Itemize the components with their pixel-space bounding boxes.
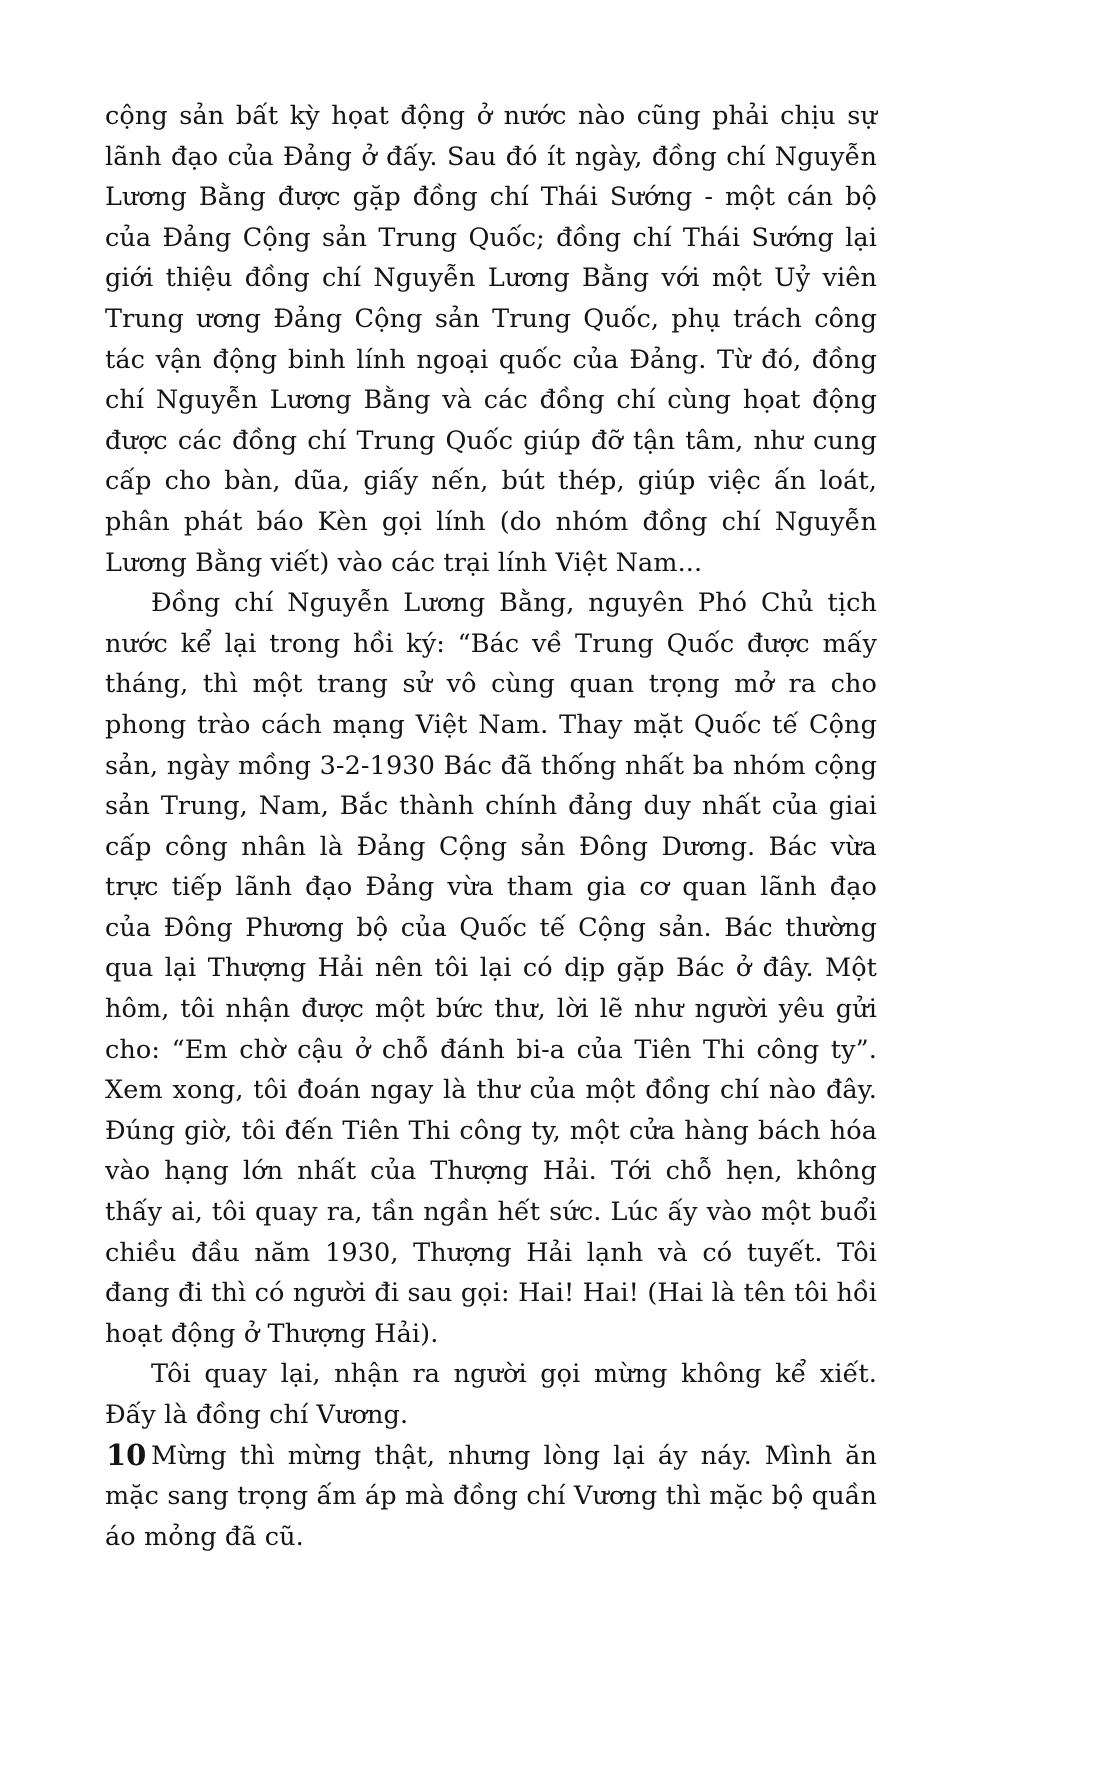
paragraph: Mừng thì mừng thật, nhưng lòng lại áy náy. Mình ăn mặc sang trọng ấm áp mà đồng chí Vương thì mặc bộ quần áo mỏng đã cũ. bbox=[105, 1440, 877, 1552]
paragraph: Đồng chí Nguyễn Lương Bằng, nguyên Phó Chủ tịch nước kể lại trong hồi ký: “Bác về Trung Quốc được mấy tháng, thì một trang sử vô cùng quan trọng mở ra cho phong trào cách mạng Việt Nam. Thay mặt Quốc tế Cộng sản, ngày mồng 3-2-1930 Bác đã thống nhất ba nhóm cộng sản Trung, Nam, Bắc thành chính đảng duy nhất của giai cấp công nhân là Đảng Cộng sản Đông Dương. Bác vừa trực tiếp lãnh đạo Đảng vừa tham gia cơ quan lãnh đạo của Đông Phương bộ của Quốc tế Cộng sản. Bác thường qua lại Thượng Hải nên tôi lại có dịp gặp Bác ở đây. Một hôm, tôi nhận được một bức thư, lời lẽ như người yêu gửi cho: “Em chờ cậu ở chỗ đánh bi-a của Tiên Thi công ty”. Xem xong, tôi đoán ngay là thư của một đồng chí nào đây. Đúng giờ, tôi đến Tiên Thi công ty, một cửa hàng bách hóa vào hạng lớn nhất của Thượng Hải. Tới chỗ hẹn, không thấy ai, tôi quay ra, tần ngần hết sức. Lúc ấy vào một buổi chiều đầu năm 1930, Thượng Hải lạnh và có tuyết. Tôi đang đi thì có người đi sau gọi: Hai! Hai! (Hai là tên tôi hồi hoạt động ở Thượng Hải). bbox=[105, 588, 877, 1349]
paragraph: Tôi quay lại, nhận ra người gọi mừng không kể xiết. Đấy là đồng chí Vương. bbox=[105, 1359, 877, 1430]
page-number: 10 bbox=[106, 1438, 147, 1472]
paragraph: cộng sản bất kỳ họat động ở nước nào cũng phải chịu sự lãnh đạo của Đảng ở đấy. Sau đó ít ngày, đồng chí Nguyễn Lương Bằng được gặp đồng chí Thái Sướng - một cán bộ của Đảng Cộng sản Trung Quốc; đồng chí Thái Sướng lại giới thiệu đồng chí Nguyễn Lương Bằng với một Uỷ viên Trung ương Đảng Cộng sản Trung Quốc, phụ trách công tác vận động binh lính ngoại quốc của Đảng. Từ đó, đồng chí Nguyễn Lương Bằng và các đồng chí cùng họat động được các đồng chí Trung Quốc giúp đỡ tận tâm, như cung cấp cho bàn, dũa, giấy nến, bút thép, giúp việc ấn loát, phân phát báo Kèn gọi lính (do nhóm đồng chí Nguyễn Lương Bằng viết) vào các trại lính Việt Nam... bbox=[105, 101, 877, 578]
page-text bbox=[105, 96, 877, 1557]
